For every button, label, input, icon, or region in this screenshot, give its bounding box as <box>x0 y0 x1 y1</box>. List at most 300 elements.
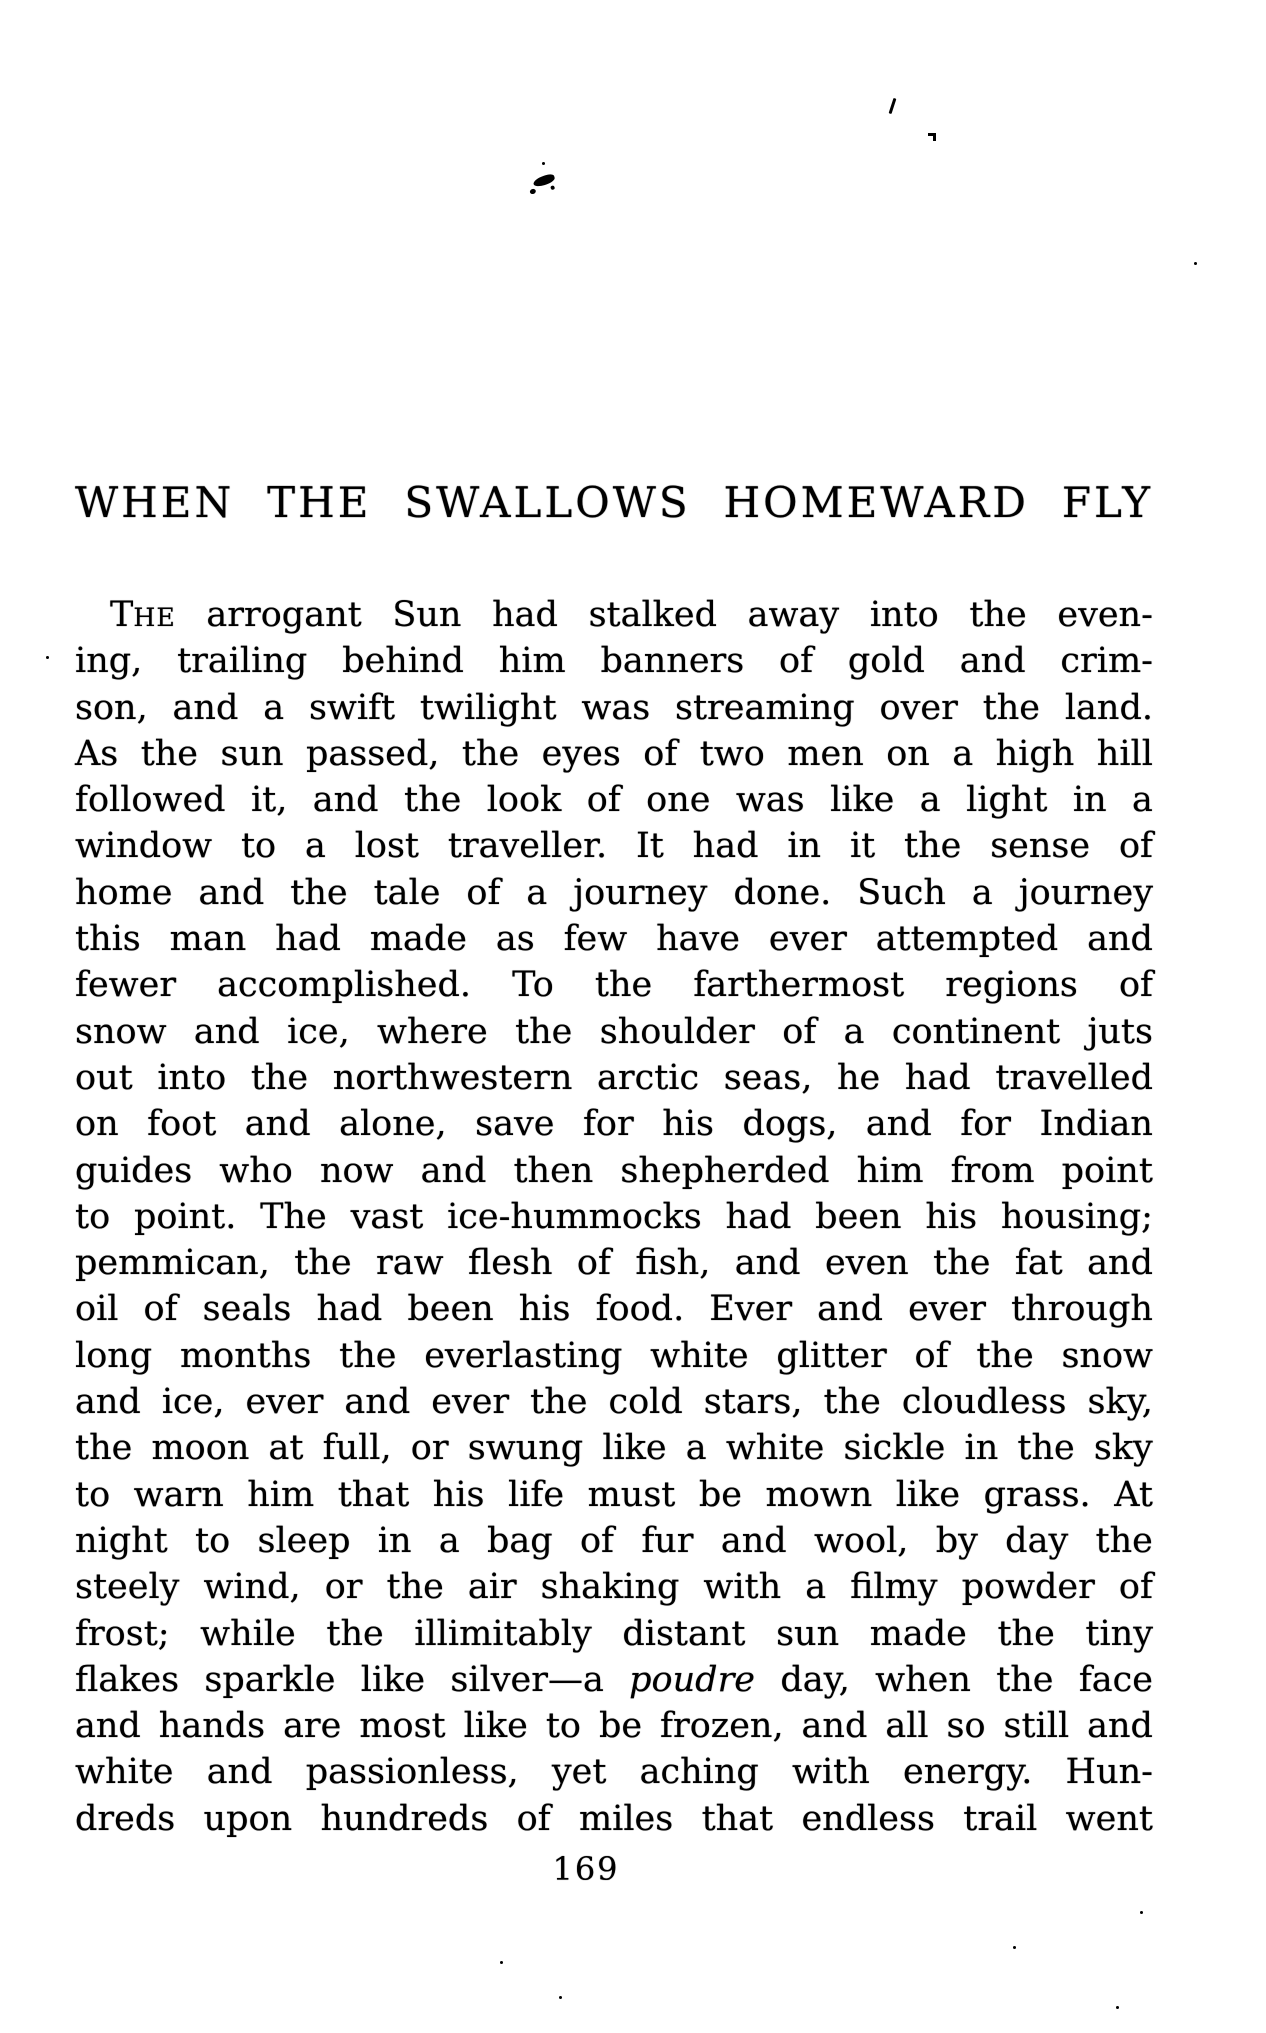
word: it <box>849 826 876 867</box>
word: frozen, <box>660 1706 784 1747</box>
word: Hun- <box>1065 1752 1153 1793</box>
word: over <box>879 687 958 728</box>
word: made <box>869 1613 967 1654</box>
scan-speck-dot <box>559 1996 562 1999</box>
word: gold <box>847 641 925 682</box>
word: air <box>467 1567 517 1608</box>
word: of <box>782 1011 817 1052</box>
word: and <box>959 641 1026 682</box>
word: crim- <box>1060 641 1153 682</box>
word: or <box>324 1567 363 1608</box>
text-line <box>75 1333 1153 1379</box>
word: a <box>971 872 993 913</box>
word: be <box>698 1474 742 1515</box>
word: endless <box>801 1798 935 1839</box>
word: like <box>895 1474 961 1515</box>
word: shepherded <box>620 1150 830 1191</box>
word: ever <box>431 1382 510 1423</box>
word: traveller. <box>447 826 608 867</box>
word: home <box>75 872 173 913</box>
word: and <box>75 1706 141 1747</box>
word: a <box>685 1428 707 1469</box>
word: dreds <box>75 1798 176 1839</box>
word: a <box>919 780 941 821</box>
word: point <box>1061 1150 1153 1191</box>
word: his <box>432 1474 485 1515</box>
scan-speck-slash <box>889 98 897 114</box>
word: had <box>692 826 759 867</box>
word: snow <box>75 1011 167 1052</box>
word: To <box>512 965 554 1006</box>
word: It <box>635 826 664 867</box>
word: months <box>179 1335 312 1376</box>
word: to <box>195 1520 231 1561</box>
word: powder <box>961 1567 1095 1608</box>
word: ice, <box>161 1382 225 1423</box>
word: who <box>219 1150 293 1191</box>
word: in <box>1072 780 1107 821</box>
word: attempted <box>875 919 1059 960</box>
word: a <box>1132 780 1153 821</box>
word: distant <box>622 1613 746 1654</box>
word: for <box>582 1104 634 1145</box>
word: man <box>169 919 247 960</box>
word: and <box>244 1104 311 1145</box>
word: on <box>75 1104 119 1145</box>
word: with <box>703 1567 782 1608</box>
word: the <box>140 733 199 774</box>
word: filmy <box>850 1567 938 1608</box>
scan-speck-dot <box>1194 262 1197 265</box>
word: swung <box>467 1428 584 1469</box>
word: raw <box>375 1243 444 1284</box>
word: went <box>1065 1798 1153 1839</box>
word: hill <box>1096 733 1153 774</box>
word: the <box>904 826 962 867</box>
word: from <box>950 1150 1035 1191</box>
word: grass. <box>983 1474 1091 1515</box>
word: and <box>420 1150 487 1191</box>
word: like <box>360 1659 426 1700</box>
word: out <box>75 1057 133 1098</box>
word: juts <box>1087 1011 1153 1052</box>
word: of <box>779 641 814 682</box>
word: hundreds <box>320 1798 489 1839</box>
scan-speck-smudge <box>532 173 556 188</box>
word: made <box>369 919 468 960</box>
word: as <box>495 919 535 960</box>
title-word: HOMEWARD <box>723 478 1029 527</box>
word: cold <box>608 1382 683 1423</box>
word: and <box>1087 919 1153 960</box>
word: at <box>268 1428 304 1469</box>
word: his <box>662 1104 714 1145</box>
word: stalked <box>588 595 717 635</box>
word: travelled <box>995 1057 1153 1098</box>
text-line <box>75 823 1153 869</box>
word: his <box>518 1289 571 1330</box>
text-line <box>75 1796 1153 1842</box>
word: the <box>294 1243 352 1284</box>
word: a <box>843 1011 865 1052</box>
word: all <box>885 1706 929 1747</box>
word: look <box>486 780 562 821</box>
word: day <box>1005 1520 1069 1561</box>
word: ice, <box>287 1011 350 1052</box>
word: dogs, <box>742 1104 838 1145</box>
word: fewer <box>75 965 177 1006</box>
text-line <box>75 870 1153 916</box>
text-line <box>75 1425 1153 1471</box>
word: fish, <box>635 1243 711 1284</box>
word: was <box>735 780 805 821</box>
word: of <box>1118 826 1153 867</box>
text-line <box>75 1286 1153 1332</box>
text-line <box>75 592 1153 638</box>
word: Ever <box>709 1289 793 1330</box>
word: the <box>1095 1520 1153 1561</box>
word: day, <box>780 1659 850 1700</box>
word: him <box>856 1150 924 1191</box>
word: or <box>410 1428 449 1469</box>
text-line <box>75 731 1153 777</box>
word: moon <box>151 1428 250 1469</box>
word: bag <box>487 1520 553 1561</box>
scan-speck-dot <box>1140 1911 1143 1914</box>
word: the <box>404 780 462 821</box>
word: had <box>316 1289 383 1330</box>
word: ever <box>245 1382 324 1423</box>
word: farthermost <box>693 965 905 1006</box>
word: illimitably <box>414 1613 592 1654</box>
word: have <box>656 919 741 960</box>
word: this <box>75 919 141 960</box>
word: had <box>725 1196 792 1237</box>
title-word: FLY <box>1061 478 1153 527</box>
word: away <box>747 595 840 635</box>
word: Indian <box>1039 1104 1153 1145</box>
text-line <box>75 962 1153 1008</box>
word: had <box>904 1057 971 1098</box>
text-line <box>75 1194 1153 1240</box>
word: As <box>75 733 119 774</box>
word: sickle <box>843 1428 946 1469</box>
word: trail <box>963 1798 1038 1839</box>
word: snow <box>1061 1335 1153 1376</box>
word: fur <box>641 1520 694 1561</box>
word: the <box>250 1057 309 1098</box>
word: ever <box>908 1289 986 1330</box>
word: frost; <box>75 1613 170 1654</box>
word: steely <box>75 1567 180 1608</box>
word: save <box>475 1104 555 1145</box>
word: and <box>172 687 239 728</box>
word: of <box>516 1798 551 1839</box>
word: THE <box>110 595 176 635</box>
word: long <box>75 1335 153 1376</box>
text-line <box>75 1703 1153 1749</box>
word: and <box>865 1104 932 1145</box>
word: followed <box>75 780 226 821</box>
word: men <box>787 733 864 774</box>
word: into <box>157 1057 227 1098</box>
word: high <box>995 733 1075 774</box>
word: arrogant <box>206 595 362 635</box>
word: housing; <box>1000 1196 1153 1237</box>
word: flakes <box>75 1659 180 1700</box>
word: him <box>498 641 566 682</box>
word: few <box>563 919 628 960</box>
page-title <box>75 478 1153 527</box>
word: in <box>964 1428 999 1469</box>
word: most <box>359 1706 446 1747</box>
word: wind, <box>203 1567 301 1608</box>
word: ever <box>768 919 847 960</box>
word: and <box>817 1289 883 1330</box>
word: upon <box>203 1798 293 1839</box>
word: in <box>377 1520 412 1561</box>
word: face <box>1078 1659 1153 1700</box>
word: of <box>1118 965 1153 1006</box>
word: poudre <box>629 1659 756 1700</box>
text-line <box>75 1749 1153 1795</box>
text-line <box>75 777 1153 823</box>
word: and <box>1087 1706 1153 1747</box>
word: vast <box>350 1196 424 1237</box>
title-word: WHEN <box>75 478 235 527</box>
word: of <box>576 1243 611 1284</box>
word: miles <box>578 1798 674 1839</box>
word: tale <box>373 872 441 913</box>
word: window <box>75 826 213 867</box>
word: warn <box>133 1474 224 1515</box>
word: of <box>579 1520 615 1561</box>
word: the <box>969 595 1027 635</box>
word: Such <box>857 872 946 913</box>
word: shaking <box>540 1567 680 1608</box>
word: streaming <box>675 687 855 728</box>
word: land. <box>1064 687 1153 728</box>
word: of <box>643 733 678 774</box>
page-number: 169 <box>552 1850 620 1888</box>
word: he <box>836 1057 881 1098</box>
word: to <box>545 1706 581 1747</box>
word: had <box>492 595 558 635</box>
word: mown <box>765 1474 873 1515</box>
word: pemmican, <box>75 1243 270 1284</box>
text-line <box>75 1379 1153 1425</box>
scan-speck-dot <box>46 656 49 659</box>
word: aching <box>639 1752 759 1793</box>
word: sky, <box>1087 1382 1153 1423</box>
word: oil <box>75 1289 119 1330</box>
scan-speck-hook <box>928 133 936 136</box>
word: still <box>1003 1706 1070 1747</box>
word: his <box>925 1196 978 1237</box>
word: while <box>200 1613 296 1654</box>
word: to <box>75 1474 111 1515</box>
word: a <box>526 872 548 913</box>
word: and <box>1087 1243 1153 1284</box>
word: cloudless <box>901 1382 1067 1423</box>
text-line <box>75 1148 1153 1194</box>
word: and <box>206 1752 273 1793</box>
word: life <box>508 1474 565 1515</box>
word: banners <box>600 641 745 682</box>
word: son, <box>75 687 148 728</box>
word: even- <box>1057 595 1153 635</box>
word: of <box>1118 1567 1153 1608</box>
word: journey <box>573 872 708 913</box>
word: that <box>701 1798 774 1839</box>
word: and <box>198 872 265 913</box>
word: then <box>513 1150 594 1191</box>
word: the <box>75 1428 133 1469</box>
word: northwestern <box>332 1057 573 1098</box>
text-line <box>75 1240 1153 1286</box>
word: lost <box>354 826 419 867</box>
word: like <box>830 780 895 821</box>
text-line <box>75 638 1153 684</box>
title-word: THE <box>267 478 372 527</box>
text-line <box>75 1101 1153 1147</box>
word: journey <box>1018 872 1153 913</box>
word: the <box>823 1382 881 1423</box>
text-line <box>75 1564 1153 1610</box>
word: and <box>801 1706 868 1747</box>
word: to <box>75 1196 111 1237</box>
word: and <box>312 780 379 821</box>
word: even <box>824 1243 909 1284</box>
word: a <box>304 826 326 867</box>
word: the <box>997 1613 1055 1654</box>
word: into <box>869 595 939 635</box>
word: the <box>339 1335 397 1376</box>
word: sense <box>990 826 1091 867</box>
word: the <box>530 1382 588 1423</box>
text-line <box>75 1009 1153 1055</box>
word: swift <box>308 687 396 728</box>
word: the <box>461 733 520 774</box>
word: foot <box>147 1104 217 1145</box>
word: The <box>260 1196 327 1237</box>
word: of <box>914 1335 949 1376</box>
word: passionless, <box>305 1752 519 1793</box>
word: of <box>143 1289 178 1330</box>
word: a <box>438 1520 460 1561</box>
word: a <box>263 687 285 728</box>
word: the <box>976 1335 1034 1376</box>
text-line <box>75 685 1153 731</box>
word: ing, <box>75 641 143 682</box>
word: white <box>725 1428 825 1469</box>
word: sky <box>1093 1428 1153 1469</box>
scan-speck-dot <box>1116 2006 1119 2009</box>
word: to <box>240 826 277 867</box>
word: was <box>581 687 651 728</box>
word: night <box>75 1520 168 1561</box>
word: the <box>290 872 348 913</box>
word: alone, <box>339 1104 447 1145</box>
word: be <box>598 1706 643 1747</box>
word: sparkle <box>204 1659 336 1700</box>
word: on <box>886 733 930 774</box>
word: seas, <box>723 1057 813 1098</box>
word: food. <box>595 1289 685 1330</box>
word: the <box>594 965 653 1006</box>
word: the <box>1017 1428 1075 1469</box>
word: stars, <box>703 1382 803 1423</box>
word: white <box>75 1752 174 1793</box>
word: the <box>326 1613 384 1654</box>
word: been <box>815 1196 902 1237</box>
word: that <box>337 1474 410 1515</box>
word: Sun <box>392 595 462 635</box>
word: hands <box>158 1706 266 1747</box>
scan-speck-dot <box>1013 1946 1016 1949</box>
word: everlasting <box>424 1335 623 1376</box>
word: tiny <box>1085 1613 1153 1654</box>
word: glitter <box>776 1335 887 1376</box>
word: of <box>466 872 501 913</box>
word: through <box>1011 1289 1153 1330</box>
word: and <box>344 1382 411 1423</box>
word: now <box>319 1150 394 1191</box>
word: full, <box>322 1428 392 1469</box>
word: like <box>463 1706 528 1747</box>
word: seals <box>202 1289 292 1330</box>
text-line <box>75 1657 1153 1703</box>
word: regions <box>945 965 1078 1006</box>
word: ice-hummocks <box>447 1196 702 1237</box>
word: sun <box>220 733 284 774</box>
word: accomplished. <box>217 965 472 1006</box>
text-line <box>75 916 1153 962</box>
text-line <box>75 1472 1153 1518</box>
word: guides <box>75 1150 193 1191</box>
word: for <box>960 1104 1011 1145</box>
word: flesh <box>467 1243 553 1284</box>
word: the <box>996 1659 1054 1700</box>
word: with <box>792 1752 870 1793</box>
word: had <box>275 919 341 960</box>
word: a <box>805 1567 827 1608</box>
word: silver—a <box>450 1659 604 1700</box>
word: arctic <box>597 1057 700 1098</box>
paragraph <box>75 592 1153 1842</box>
word: continent <box>891 1011 1061 1052</box>
word: twilight <box>419 687 557 728</box>
scan-speck-dot <box>500 1961 503 1964</box>
word: him <box>247 1474 315 1515</box>
word: done. <box>733 872 832 913</box>
word: two <box>699 733 765 774</box>
word: and <box>734 1243 801 1284</box>
word: so <box>946 1706 986 1747</box>
word: fat <box>1014 1243 1063 1284</box>
word: trailing <box>177 641 308 682</box>
word: like <box>602 1428 667 1469</box>
word: white <box>650 1335 749 1376</box>
word: the <box>982 687 1041 728</box>
word: passed, <box>305 733 440 774</box>
word: and <box>720 1520 787 1561</box>
word: sleep <box>257 1520 351 1561</box>
text-line <box>75 1611 1153 1657</box>
word: by <box>935 1520 978 1561</box>
word: the <box>515 1011 573 1052</box>
word: yet <box>551 1752 607 1793</box>
